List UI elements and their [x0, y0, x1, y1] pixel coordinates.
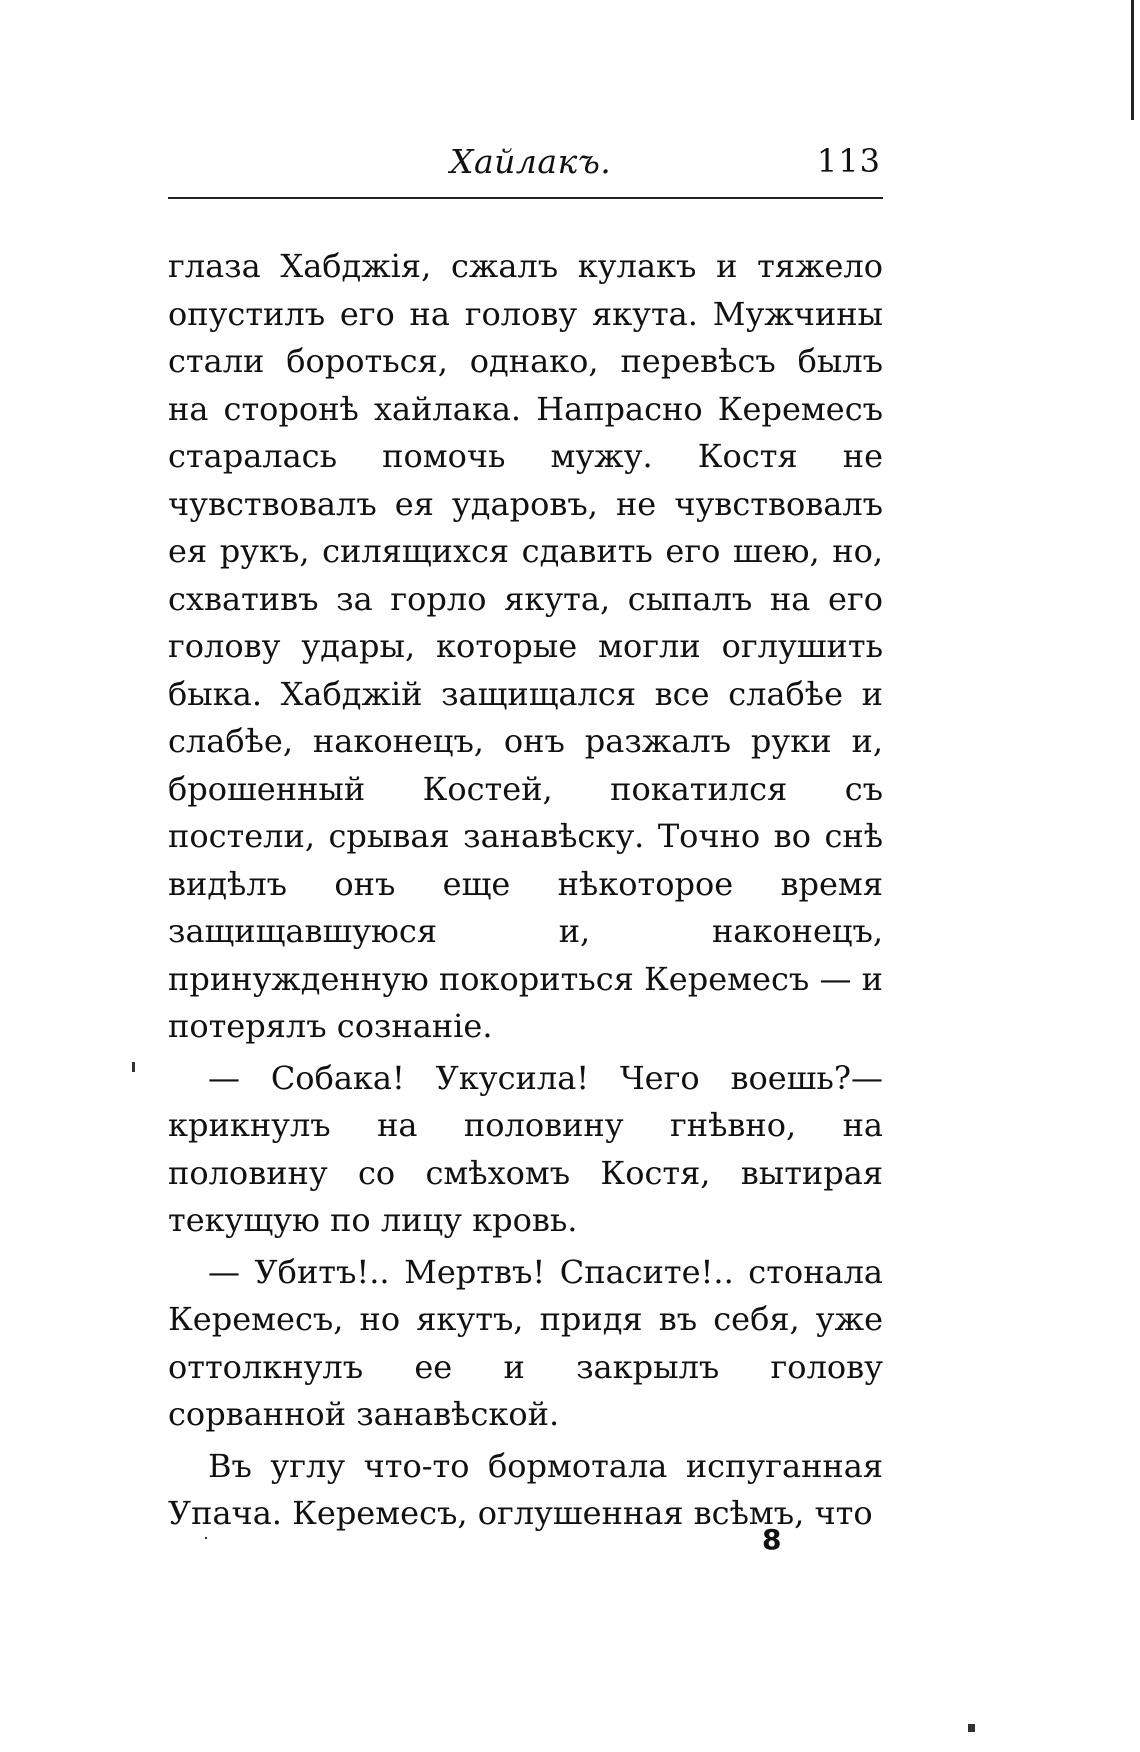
print-speck: [132, 1062, 135, 1072]
page-header: [168, 142, 883, 186]
paragraph: — Убитъ!.. Мертвъ! Спасите!.. стонала Керемесъ, но якутъ, придя въ себя, уже оттолкнулъ ее и закрылъ голову сорванной занавѣской.: [168, 1252, 883, 1433]
page-number: 113: [816, 142, 881, 180]
page-edge-mark: [1131, 0, 1134, 120]
signature-mark: 8: [762, 1523, 782, 1556]
paragraph: глаза Хабджія, сжалъ кулакъ и тяжело опустилъ его на голову якута. Мужчины стали бороться, однако, перевѣсъ былъ на сторонѣ хайлака. Напрасно Керемесъ старалась помочь мужу. Костя не чувствовалъ ея ударовъ, не чувствовалъ ея рукъ, силящихся сдавить его шею, но, схвативъ за горло якута, сыпалъ на его голову удары, которые могли оглушить быка. Хабджій защищался все слабѣе и слабѣе, наконецъ, онъ разжалъ руки и, брошенный Костей, покатился съ постели, срывая занавѣску. Точно во снѣ видѣлъ онъ еще нѣкоторое время защищавшуюся и, наконецъ, принужденную покориться Керемесъ — и потерялъ сознаніе.: [168, 247, 883, 1045]
paragraph: — Собака! Укусила! Чего воешь?—крикнулъ на половину гнѣвно, на половину со смѣхомъ Костя, вытирая текущую по лицу кровь.: [168, 1058, 883, 1239]
body-text: [168, 243, 883, 1538]
header-rule: [168, 197, 883, 199]
paragraph: Въ углу что-то бормотала испуганная Упача. Керемесъ, оглушенная всѣмъ, что: [168, 1446, 883, 1532]
running-head: Хайлакъ.: [450, 142, 612, 181]
print-speck: [205, 1537, 207, 1539]
print-speck: [968, 1724, 975, 1732]
